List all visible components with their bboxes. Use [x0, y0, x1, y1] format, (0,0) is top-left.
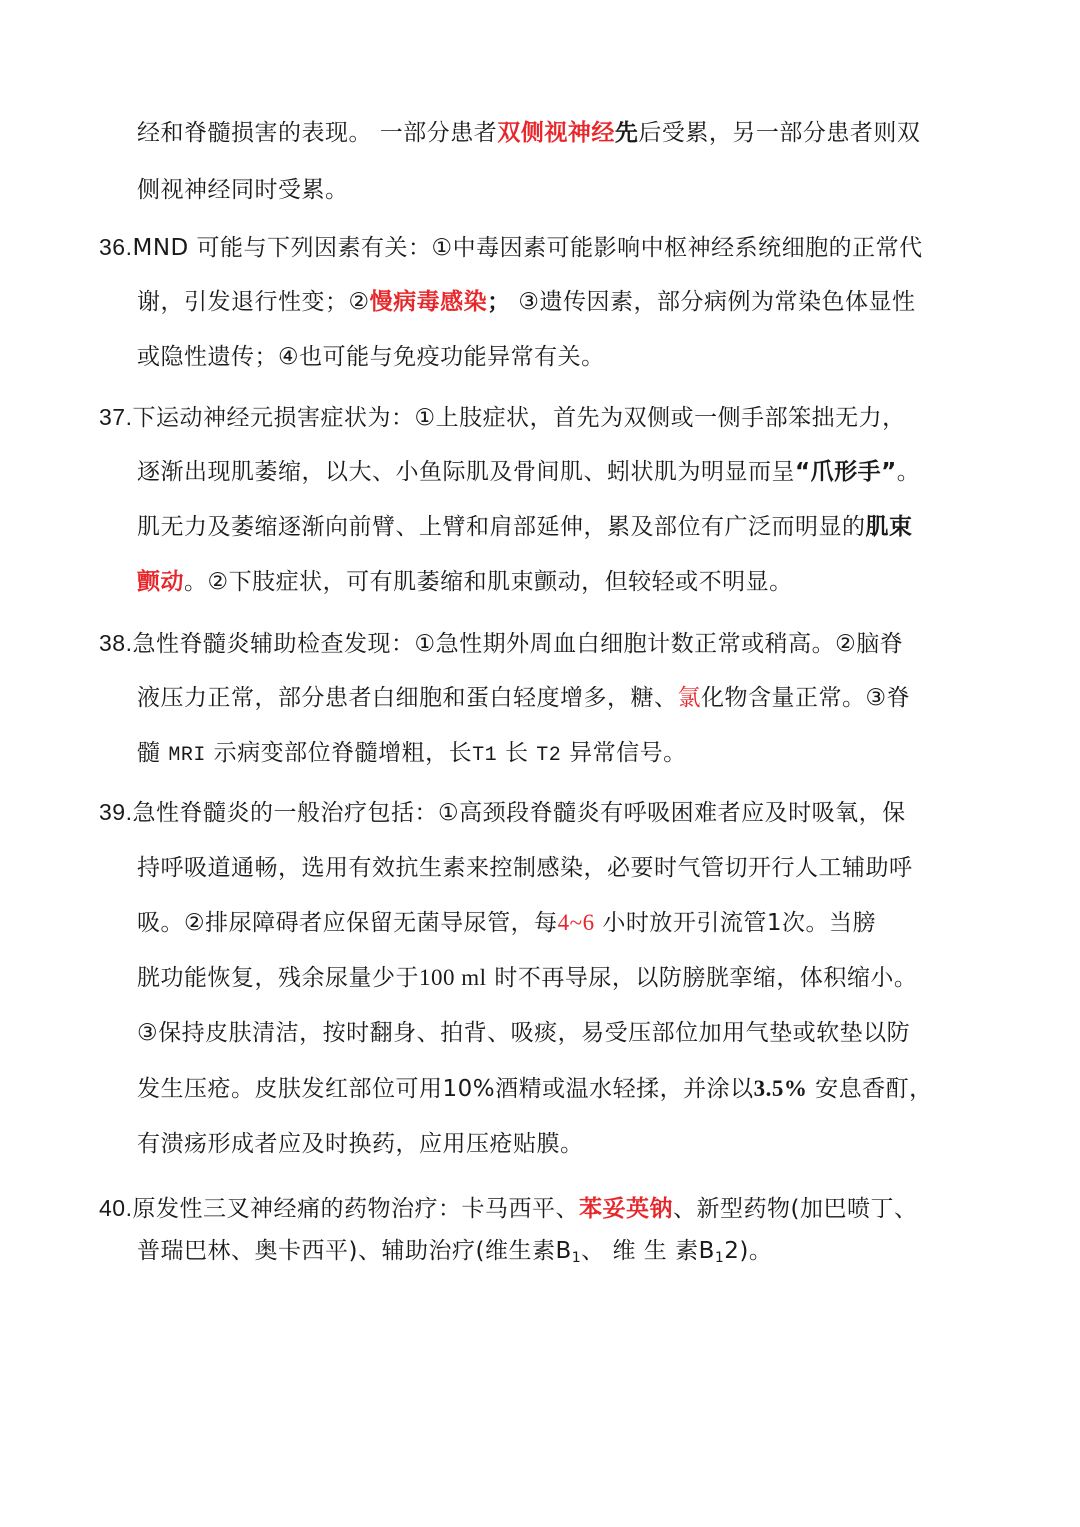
item-39-line-1: 39.急性脊髓炎的一般治疗包括：①高颈段脊髓炎有呼吸困难者应及时吸氧，保 [99, 799, 906, 826]
item-39-line-6: 发生压疮。皮肤发红部位可用10%酒精或温水轻揉，并涂以3.5% 安息香酊， [137, 1076, 933, 1102]
item-37-line-3: 肌无力及萎缩逐渐向前臂、上臂和肩部延伸，累及部位有广泛而明显的肌束 [137, 514, 913, 540]
item-39-line-5: ③保持皮肤清洁，按时翻身、拍背、吸痰，易受压部位加用气垫或软垫以防 [137, 1020, 911, 1046]
item-39-line-3: 吸。②排尿障碍者应保留无菌导尿管，每4~6 小时放开引流管1次。当膀 [137, 910, 877, 936]
item-36-line-1: 36.MND 可能与下列因素有关：①中毒因素可能影响中枢神经系统细胞的正常代 [99, 234, 923, 261]
item-39-line-4: 胱功能恢复，残余尿量少于100 ml 时不再导尿，以防膀胱挛缩，体积缩小。 [137, 965, 918, 991]
item-40-line-2: 普瑞巴林、奥卡西平)、辅助治疗(维生素$B_1$、 维 生 素$B_12$)。 [137, 1238, 773, 1266]
highlight-phenytoin: 苯妥英钠 [578, 1196, 673, 1222]
highlight-fasciculation-b: 颤动 [137, 569, 184, 595]
item-36-line-2: 谢，引发退行性变；②慢病毒感染； ③遗传因素，部分病例为常染色体显性 [137, 289, 916, 315]
highlight-claw-hand: “爪形手” [795, 459, 897, 485]
item-38-line-2: 液压力正常，部分患者白细胞和蛋白轻度增多，糖、氯化物含量正常。③脊 [137, 685, 911, 711]
item-number: 38. [99, 630, 133, 656]
item-39-line-2: 持呼吸道通畅，选用有效抗生素来控制感染，必要时气管切开行人工辅助呼 [137, 855, 913, 881]
item-number: 37. [99, 404, 133, 430]
highlight-bilateral-optic-nerve: 双侧视神经 [497, 120, 615, 146]
highlight-chloride: 氯 [677, 685, 701, 711]
intro-line-1: 经和脊髓损害的表现。 一部分患者双侧视神经先后受累，另一部分患者则双 [137, 120, 921, 146]
intro-line-2: 侧视神经同时受累。 [137, 177, 349, 203]
item-37-line-1: 37.下运动神经元损害症状为：①上肢症状，首先为双侧或一侧手部笨拙无力， [99, 404, 906, 431]
item-39-line-7: 有溃疡形成者应及时换药，应用压疮贴膜。 [137, 1131, 584, 1157]
item-number: 39. [99, 799, 133, 825]
highlight-concentration: 3.5% [753, 1076, 808, 1101]
item-number: 40. [99, 1195, 133, 1221]
item-38-line-1: 38.急性脊髓炎辅助检查发现：①急性期外周血白细胞计数正常或稍高。②脑脊 [99, 630, 904, 657]
item-37-line-4: 颤动。②下肢症状，可有肌萎缩和肌束颤动，但较轻或不明显。 [137, 569, 793, 595]
item-40-line-1: 40.原发性三叉神经痛的药物治疗：卡马西平、苯妥英钠、新型药物(加巴喷丁、 [99, 1195, 918, 1222]
item-37-line-2: 逐渐出现肌萎缩，以大、小鱼际肌及骨间肌、蚓状肌为明显而呈“爪形手”。 [137, 459, 921, 485]
item-number: 36. [99, 234, 133, 260]
highlight-fasciculation-a: 肌束 [865, 514, 913, 540]
highlight-hours-range: 4~6 [557, 910, 595, 935]
item-38-line-3: 髓 MRI 示病变部位脊髓增粗，长T1 长 T2 异常信号。 [137, 740, 687, 767]
item-36-line-3: 或隐性遗传；④也可能与免疫功能异常有关。 [137, 344, 605, 370]
highlight-slow-virus-infection: 慢病毒感染 [369, 289, 488, 315]
